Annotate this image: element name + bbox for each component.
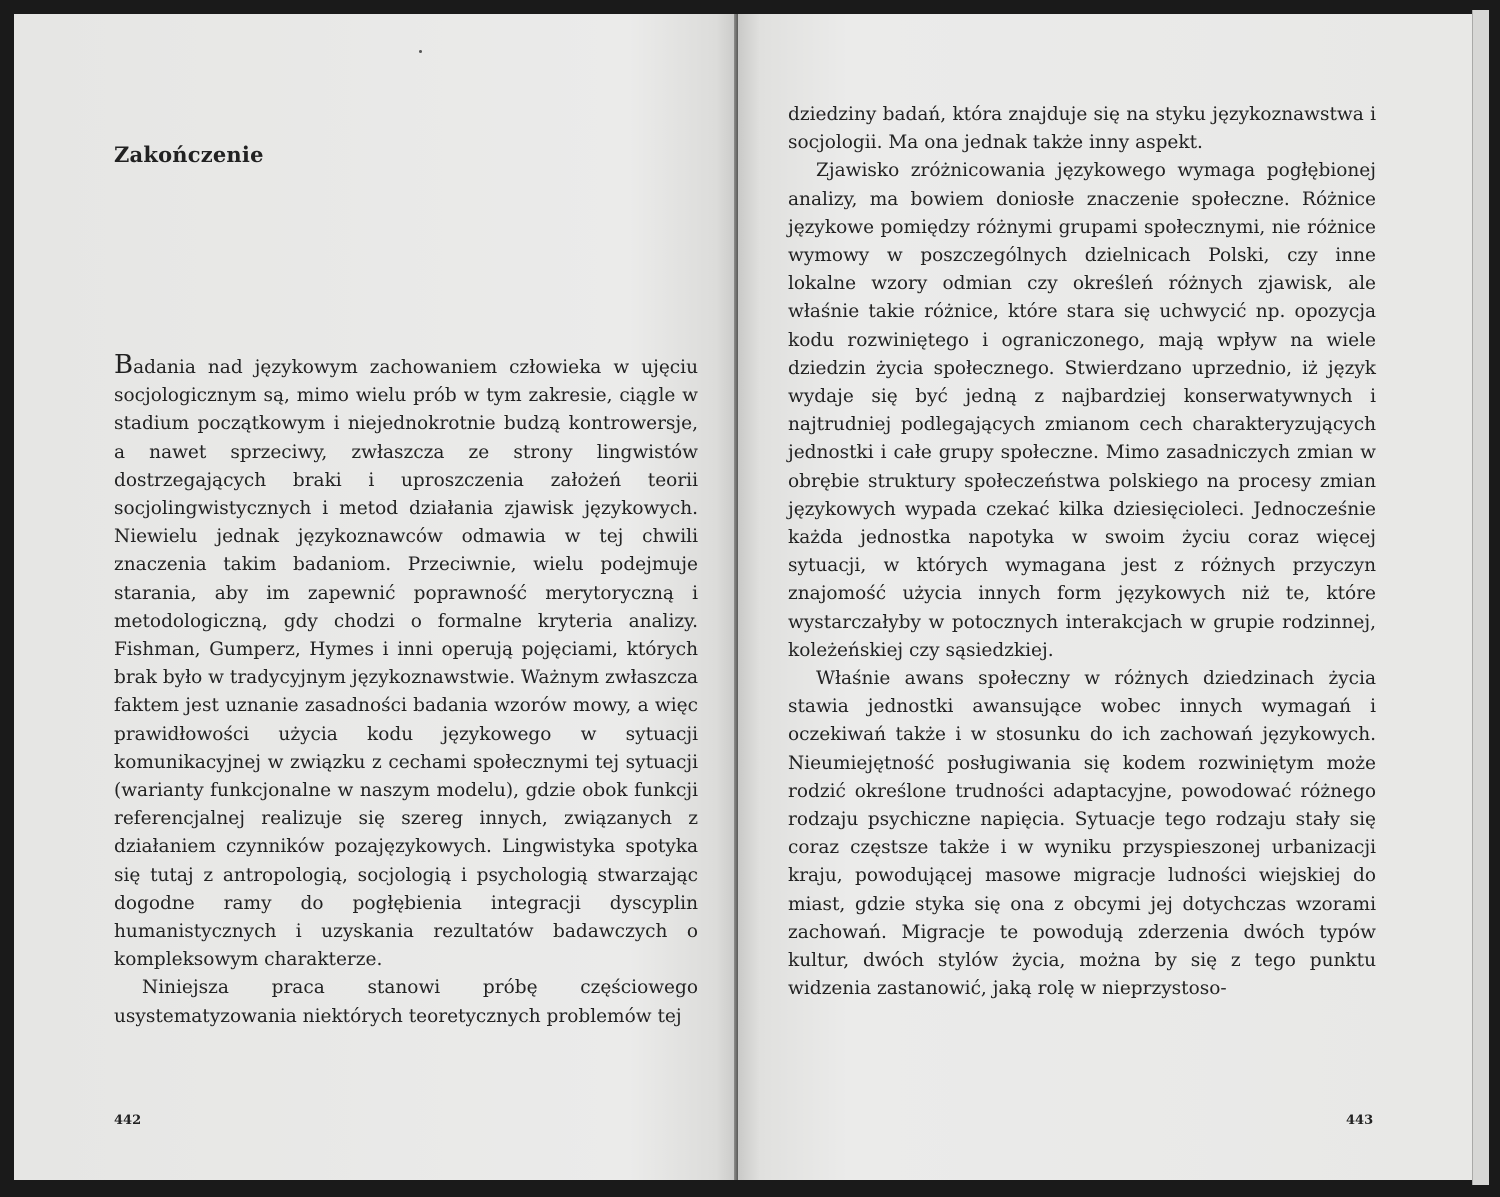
paragraph-text: adania nad językowym zachowaniem człowieka w ujęciu socjologicznym są, mimo wielu prób w tym zakresie, ciągle w stadium początkowym i niejednokrotnie budzą kontrowersje, a nawet sprzeciwy, zwłaszcza ze strony lingwistów dostrzegających braki i uproszczenia założeń teorii socjolingwistycznych i metod działania zjawisk językowych. Niewielu jednak językoznawców odmawia w tej chwili znaczenia takim badaniom. Przeciwnie, wielu podejmuje starania, aby im zapewnić poprawność merytoryczną i metodologiczną, gdy chodzi o formalne kryteria analizy. Fishman, Gumperz, Hymes i inni operują pojęciami, których brak było w tradycyjnym językoznawstwie. Ważnym zwłaszcza faktem jest uznanie zasadności badania wzorów mowy, a więc prawidłowości użycia kodu językowego w sytuacji komunikacyjnej w związku z cechami społecznymi tej sytuacji (warianty funkcjonalne w naszym modelu), gdzie obok funkcji referencjalnej realizuje się szereg innych, związanych z działaniem czynników pozajęzykowych. Lingwistyka spotyka się tutaj z antropologią, socjologią i psychologią stwarzając dogodne ramy do pogłębienia integracji dyscyplin humanistycznych i uzyskania rezultatów badawczych o kompleksowym charakterze.: [114, 357, 698, 971]
page-edge: [1472, 10, 1489, 1185]
right-page-body: [788, 101, 1376, 1004]
chapter-heading: Zakończenie: [114, 142, 264, 167]
paragraph: [114, 350, 698, 974]
paragraph: Niniejsza praca stanowi próbę częściowego usystematyzowania niektórych teoretycznych problemów tej: [114, 977, 698, 1027]
page-number: 443: [1346, 1113, 1374, 1128]
drop-cap: B: [114, 350, 134, 380]
right-page: [738, 14, 1472, 1180]
left-page: [14, 14, 738, 1180]
paragraph: dziedziny badań, która znajduje się na styku językoznawstwa i socjologii. Ma ona jednak także inny aspekt.: [788, 104, 1376, 154]
paragraph: Właśnie awans społeczny w różnych dziedzinach życia stawia jednostki awansujące wobec innych wymagań i oczekiwań także i w stosunku do ich zachowań językowych. Nieumiejętność posługiwania się kodem rozwiniętym może rodzić określone trudności adaptacyjne, powodować różnego rodzaju psychiczne napięcia. Sytuacje tego rodzaju stały się coraz częstsze także i w wyniku przyspieszonej urbanizacji kraju, powodującej masowe migracje ludności wiejskiej do miast, gdzie styka się ona z obcymi jej dotychczas wzorami zachowań. Migracje te powodują zderzenia dwóch typów kultur, dwóch stylów życia, można by się z tego punktu widzenia zastanowić, jaką rolę w nieprzystoso-: [788, 668, 1376, 1000]
paragraph: Zjawisko zróżnicowania językowego wymaga pogłębionej analizy, ma bowiem doniosłe znaczenie społeczne. Różnice językowe pomiędzy różnymi grupami społecznymi, nie różnice wymowy w poszczególnych dzielnicach Polski, czy inne lokalne wzory odmian czy określeń różnych zjawisk, ale właśnie takie różnice, które stara się uchwycić np. opozycja kodu rozwiniętego i ograniczonego, mają wpływ na wiele dziedzin życia społecznego. Stwierdzano uprzednio, iż język wydaje się być jedną z najbardziej konserwatywnych i najtrudniej podlegających zmianom cech charakteryzujących jednostki i całe grupy społeczne. Mimo zasadniczych zmian w obrębie struktury społeczeństwa polskiego na procesy zmian językowych wypada czekać kilka dziesięcioleci. Jednocześnie każda jednostka napotyka w swoim życiu coraz więcej sytuacji, w których wymagana jest z różnych przyczyn znajomość użycia innych form językowych niż te, które wystarczałyby w potocznych interakcjach w grupie rodzinnej, koleżeńskiej czy sąsiedzkiej.: [788, 160, 1376, 661]
left-page-body: [114, 350, 698, 1031]
page-number: 442: [114, 1113, 142, 1128]
paper-speck: [419, 50, 422, 53]
